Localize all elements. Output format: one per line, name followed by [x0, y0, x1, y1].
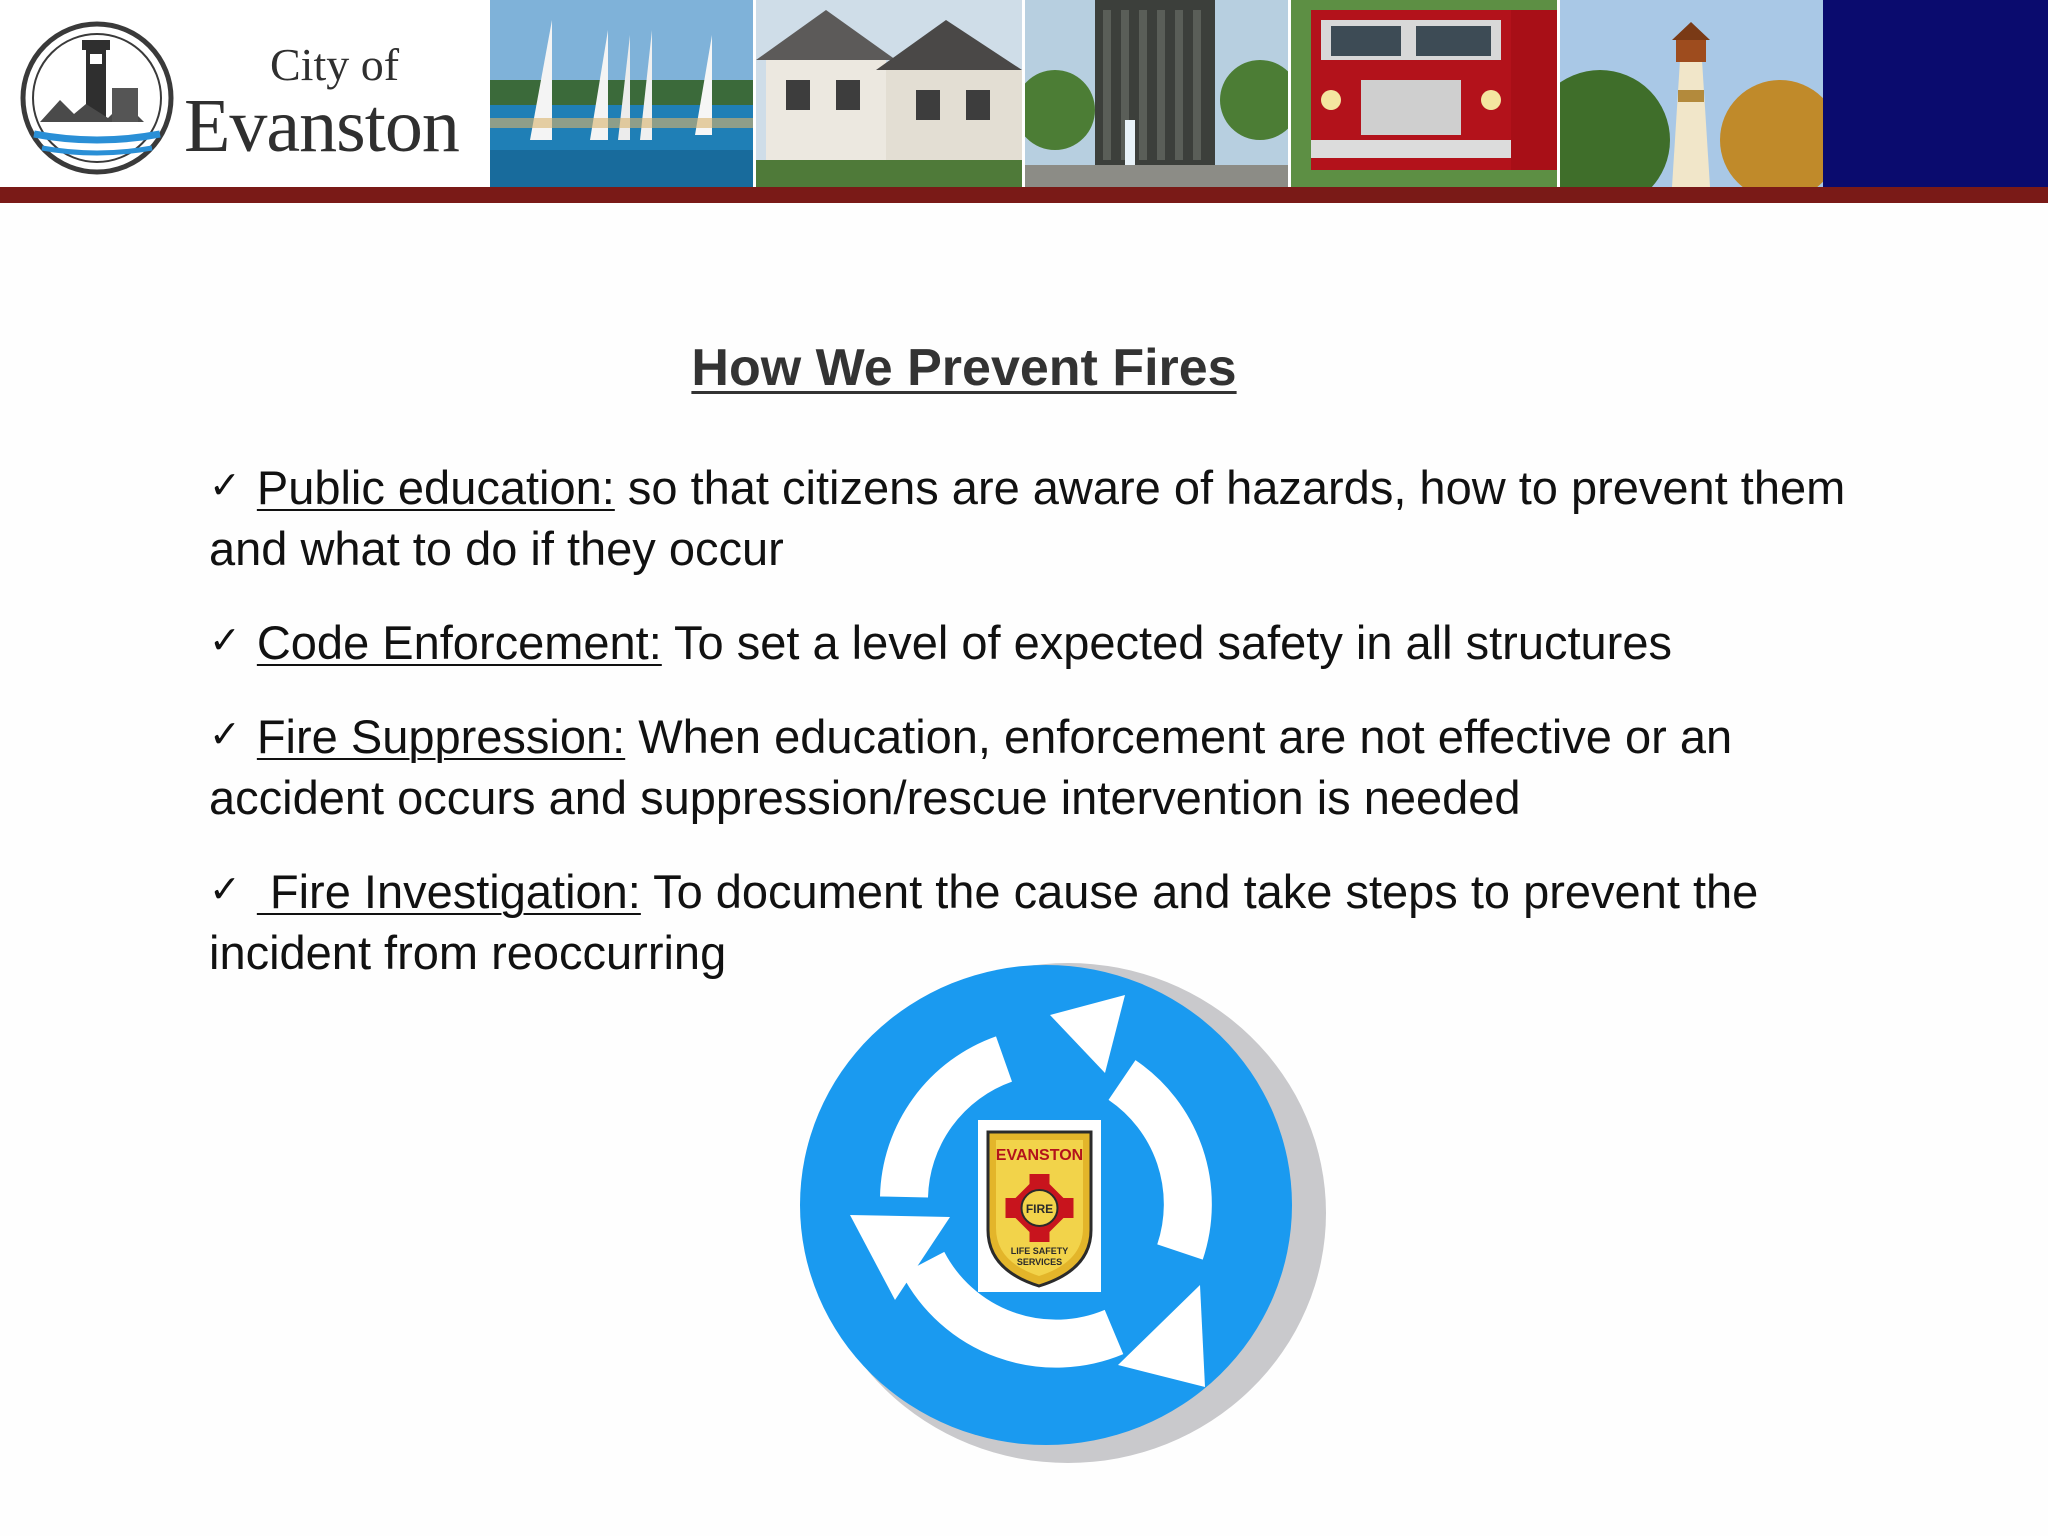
logo-city-of-text: City of — [270, 39, 400, 90]
evanston-fire-badge-icon — [978, 1120, 1101, 1292]
badge-center-text: FIRE — [1025, 1202, 1054, 1216]
bullet-text: When education, enforcement are not effective or an accident occurs and suppression/rescue intervention is needed — [209, 710, 1733, 824]
slide-title: How We Prevent Fires — [691, 339, 1237, 397]
check-icon: ✓ — [209, 465, 241, 507]
bullet-code-enforcement — [209, 611, 1849, 673]
fire-department-badge — [978, 1120, 1101, 1292]
city-logo — [12, 18, 482, 178]
check-icon: ✓ — [209, 714, 241, 756]
bullet-term: Code Enforcement: — [256, 616, 662, 669]
bullet-text: so that citizens are aware of hazards, how to prevent them and what to do if they occur — [209, 461, 1846, 575]
city-seal-icon — [12, 18, 182, 178]
photo-sailboats — [490, 0, 753, 187]
photo-lighthouse — [1560, 0, 1823, 187]
bullet-fire-suppression — [209, 705, 1849, 828]
bullet-term: Public education: — [256, 461, 615, 514]
bullet-term: Fire Suppression: — [256, 710, 626, 763]
check-icon: ✓ — [209, 869, 241, 911]
bullet-list — [209, 456, 1849, 1015]
badge-bottom-text-1: LIFE SAFETY — [1010, 1246, 1069, 1256]
photo-houses — [756, 0, 1022, 187]
header-rule — [0, 187, 2048, 203]
bullet-term: Fire Investigation: — [256, 865, 641, 918]
check-icon: ✓ — [209, 620, 241, 662]
photo-fire-engine — [1291, 0, 1557, 187]
badge-bottom-text-2: SERVICES — [1016, 1257, 1063, 1267]
photo-tower — [1025, 0, 1288, 187]
header-blue-band — [1823, 0, 2048, 187]
logo-evanston-text: Evanston — [184, 84, 459, 168]
header-banner — [0, 0, 2048, 187]
bullet-public-education — [209, 456, 1849, 579]
bullet-text: To document the cause and take steps to prevent the incident from reoccurring — [209, 865, 1759, 979]
bullet-text: To set a level of expected safety in all structures — [661, 616, 1672, 669]
badge-top-text: EVANSTON — [995, 1147, 1084, 1164]
